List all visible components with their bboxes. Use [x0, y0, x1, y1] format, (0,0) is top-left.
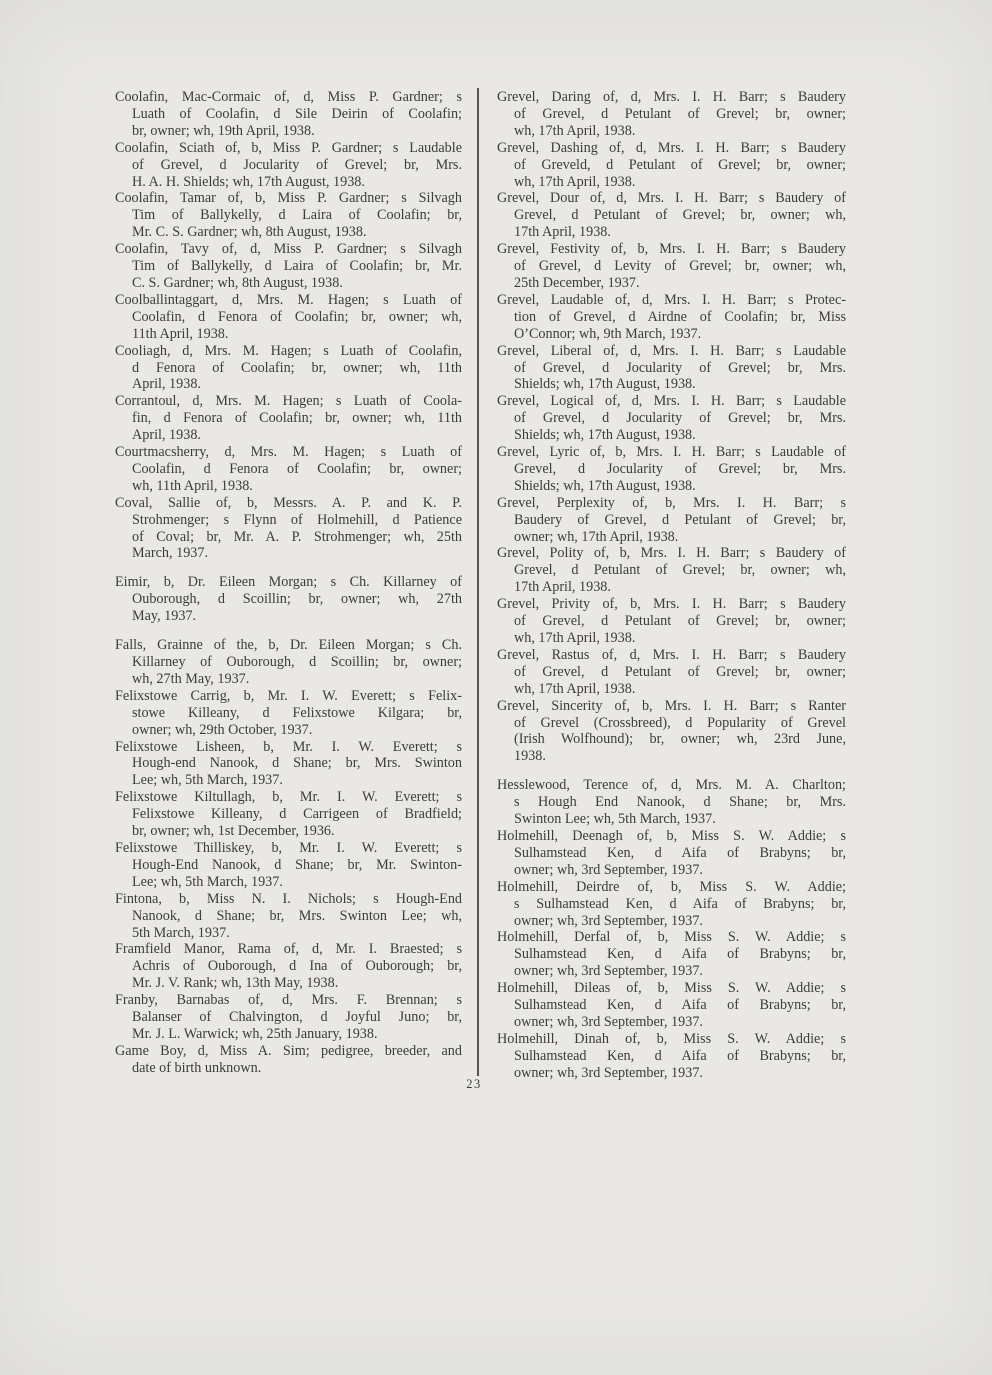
- entry-line: Grevel, Dour of, d, Mrs. I. H. Barr; s Baudery of: [497, 190, 846, 207]
- entry-line: 25th December, 1937.: [514, 274, 640, 291]
- entry-line: of Grevel, d Petulant of Grevel; br, owner;: [514, 663, 846, 680]
- entry-line: owner; wh, 3rd September, 1937.: [514, 1013, 703, 1030]
- entry-line: (Irish Wolfhound); br, owner; wh, 23rd June,: [514, 731, 846, 748]
- entry-line: Coolafin, Tamar of, b, Miss P. Gardner; s Silvagh: [115, 190, 462, 207]
- column-divider-rule: [477, 88, 479, 1076]
- entry-line: Eimir, b, Dr. Eileen Morgan; s Ch. Killarney of: [115, 574, 462, 591]
- registry-entry: [115, 739, 462, 790]
- entry-line: Sulhamstead Ken, d Aifa of Brabyns; br,: [514, 946, 846, 963]
- entry-line: Hesslewood, Terence of, d, Mrs. M. A. Charlton;: [497, 777, 846, 794]
- entry-line: Coval, Sallie of, b, Messrs. A. P. and K. P.: [115, 494, 462, 511]
- entry-line: Killarney of Ouborough, d Scoillin; br, owner;: [132, 654, 462, 670]
- entry-line: Grevel, d Petulant of Grevel; br, owner; wh,: [514, 207, 846, 224]
- entry-line: date of birth unknown.: [132, 1059, 262, 1076]
- entry-line: Holmehill, Deenagh of, b, Miss S. W. Addie; s: [497, 827, 846, 844]
- registry-entry: [115, 393, 462, 444]
- entry-line: Coolafin, Tavy of, d, Miss P. Gardner; s Silvagh: [115, 241, 462, 258]
- entry-line: Grevel, Polity of, b, Mrs. I. H. Barr; s Baudery of: [497, 545, 846, 562]
- entry-line: of Grevel (Crossbreed), d Popularity of Grevel: [514, 714, 846, 731]
- entry-line: 1938.: [514, 748, 546, 765]
- page-number: 23: [466, 1077, 482, 1091]
- entry-line: Holmehill, Dileas of, b, Miss S. W. Addie; s: [497, 980, 846, 997]
- entry-line: s Hough End Nanook, d Shane; br, Mrs.: [514, 794, 846, 811]
- registry-entry: [497, 929, 846, 980]
- entry-line: C. S. Gardner; wh, 8th August, 1938.: [132, 274, 343, 291]
- entry-line: Grevel, Rastus of, d, Mrs. I. H. Barr; s Baudery: [497, 646, 846, 663]
- entry-line: Shields; wh, 17th August, 1938.: [514, 376, 696, 393]
- registry-entry: [497, 647, 846, 698]
- entry-line: Sulhamstead Ken, d Aifa of Brabyns; br,: [514, 997, 846, 1014]
- entry-line: Holmehill, Derfal of, b, Miss S. W. Addie; s: [497, 929, 846, 946]
- entry-line: Courtmacsherry, d, Mrs. M. Hagen; s Luath of: [115, 444, 462, 461]
- entry-line: wh, 27th May, 1937.: [132, 670, 250, 687]
- entry-line: fin, d Fenora of Coolafin; br, owner; wh, 11th: [132, 410, 462, 427]
- entry-line: Mr. J. V. Rank; wh, 13th May, 1938.: [132, 975, 339, 992]
- entry-line: Falls, Grainne of the, b, Dr. Eileen Morgan; s Ch.: [115, 637, 462, 654]
- entry-line: Achris of Ouborough, d Ina of Ouborough; br,: [132, 958, 462, 975]
- registry-entry: [497, 393, 846, 444]
- entry-line: Grevel, Sincerity of, b, Mrs. I. H. Barr; s Ranter: [497, 697, 846, 714]
- registry-entry: [497, 698, 846, 766]
- registry-entry: [497, 292, 846, 343]
- entry-line: of Grevel, d Jocularity of Grevel; br, Mrs.: [514, 359, 846, 376]
- entry-line: Sulhamstead Ken, d Aifa of Brabyns; br,: [514, 1047, 846, 1064]
- entry-line: Fintona, b, Miss N. I. Nichols; s Hough-End: [115, 890, 462, 907]
- entry-line: of Grevel, d Jocularity of Grevel; br, Mrs.: [514, 410, 846, 427]
- entry-line: Grevel, Logical of, d, Mrs. I. H. Barr; s Laudable: [497, 393, 846, 410]
- entry-line: Grevel, Laudable of, d, Mrs. I. H. Barr; s Protec-: [497, 291, 846, 308]
- entry-line: of Grevel, d Levity of Grevel; br, owner; wh,: [514, 258, 846, 275]
- entry-line: Grevel, d Jocularity of Grevel; br, Mrs.: [514, 460, 846, 477]
- entry-line: Cooliagh, d, Mrs. M. Hagen; s Luath of Coolafin,: [115, 342, 462, 359]
- entry-line: wh, 11th April, 1938.: [132, 477, 253, 494]
- entry-line: April, 1938.: [132, 376, 201, 393]
- entry-line: Balanser of Chalvington, d Joyful Juno; br,: [132, 1009, 462, 1026]
- entry-line: 11th April, 1938.: [132, 325, 229, 342]
- registry-entry: [497, 89, 846, 140]
- registry-entry: [497, 545, 846, 596]
- entry-line: 5th March, 1937.: [132, 924, 230, 941]
- entry-line: Grevel, Privity of, b, Mrs. I. H. Barr; s Baudery: [497, 596, 846, 613]
- right-column: [497, 89, 846, 1082]
- registry-entry: [115, 574, 462, 625]
- entry-line: of Grevel, d Jocularity of Grevel; br, Mrs.: [132, 156, 462, 173]
- entry-line: March, 1937.: [132, 545, 209, 562]
- entry-line: Lee; wh, 5th March, 1937.: [132, 873, 283, 890]
- entry-line: owner; wh, 3rd September, 1937.: [514, 861, 703, 878]
- entry-line: wh, 17th April, 1938.: [514, 680, 636, 697]
- entry-line: owner; wh, 29th October, 1937.: [132, 721, 313, 738]
- entry-line: Grevel, Perplexity of, b, Mrs. I. H. Barr; s: [497, 494, 846, 511]
- registry-entry: [115, 89, 462, 140]
- entry-line: Felixstowe Carrig, b, Mr. I. W. Everett; s Felix-: [115, 687, 462, 704]
- entry-line: tion of Grevel, d Airdne of Coolafin; br, Miss: [514, 308, 846, 325]
- entry-line: April, 1938.: [132, 427, 201, 444]
- entry-line: Framfield Manor, Rama of, d, Mr. I. Braested; s: [115, 941, 462, 958]
- entry-line: Felixstowe Kiltullagh, b, Mr. I. W. Everett; s: [115, 789, 462, 806]
- entry-line: Grevel, Festivity of, b, Mrs. I. H. Barr; s Baudery: [497, 241, 846, 258]
- entry-line: d Fenora of Coolafin; br, owner; wh, 11th: [132, 359, 462, 376]
- entry-line: Felixstowe Killeany, d Carrigeen of Bradfield;: [132, 806, 462, 823]
- entry-line: stowe Killeany, d Felixstowe Kilgara; br,: [132, 704, 462, 721]
- registry-entry: [115, 343, 462, 394]
- registry-entry: [115, 688, 462, 739]
- registry-entry: [115, 992, 462, 1043]
- registry-entry: [497, 879, 846, 930]
- entry-line: Grevel, Daring of, d, Mrs. I. H. Barr; s Baudery: [497, 89, 846, 105]
- registry-entry: [497, 444, 846, 495]
- registry-entry: [497, 343, 846, 394]
- entry-line: Ouborough, d Scoillin; br, owner; wh, 27th: [132, 591, 462, 608]
- entry-line: wh, 17th April, 1938.: [514, 122, 636, 139]
- entry-line: Felixstowe Thilliskey, b, Mr. I. W. Everett; s: [115, 839, 462, 856]
- registry-entry: [497, 495, 846, 546]
- registry-entry: [115, 637, 462, 688]
- entry-line: wh, 17th April, 1938.: [514, 630, 636, 646]
- left-column: [115, 89, 462, 1077]
- registry-entry: [115, 891, 462, 942]
- entry-line: Corrantoul, d, Mrs. M. Hagen; s Luath of Coola-: [115, 393, 462, 410]
- entry-line: Coolafin, d Fenora of Coolafin; br, owner; wh,: [132, 308, 462, 325]
- registry-entry: [115, 789, 462, 840]
- entry-line: of Coval; br, Mr. A. P. Strohmenger; wh, 25th: [132, 528, 462, 545]
- entry-line: Franby, Barnabas of, d, Mrs. F. Brennan; s: [115, 992, 462, 1009]
- entry-line: Swinton Lee; wh, 5th March, 1937.: [514, 811, 716, 828]
- entry-line: Grevel, Dashing of, d, Mrs. I. H. Barr; s Baudery: [497, 139, 846, 156]
- registry-entry: [497, 1031, 846, 1082]
- entry-line: Coolafin, Sciath of, b, Miss P. Gardner; s Laudable: [115, 139, 462, 156]
- entry-line: of Grevel, d Petulant of Grevel; br, owner;: [514, 105, 846, 122]
- entry-line: Luath of Coolafin, d Sile Deirin of Coolafin;: [132, 105, 462, 122]
- registry-entry: [115, 190, 462, 241]
- registry-entry: [115, 292, 462, 343]
- entry-line: Felixstowe Lisheen, b, Mr. I. W. Everett; s: [115, 738, 462, 755]
- registry-entry: [497, 241, 846, 292]
- entry-line: Coolafin, d Fenora of Coolafin; br, owner;: [132, 460, 462, 477]
- entry-line: Coolafin, Mac-Cormaic of, d, Miss P. Gardner; s: [115, 89, 462, 105]
- entry-line: Strohmenger; s Flynn of Holmehill, d Patience: [132, 511, 462, 528]
- entry-line: Shields; wh, 17th August, 1938.: [514, 427, 696, 444]
- entry-line: s Sulhamstead Ken, d Aifa of Brabyns; br,: [514, 895, 846, 912]
- entry-line: br, owner; wh, 1st December, 1936.: [132, 823, 335, 840]
- entry-line: Grevel, Lyric of, b, Mrs. I. H. Barr; s Laudable of: [497, 444, 846, 461]
- entry-line: Mr. J. L. Warwick; wh, 25th January, 1938.: [132, 1025, 378, 1042]
- registry-entry: [497, 980, 846, 1031]
- entry-line: owner; wh, 3rd September, 1937.: [514, 1064, 703, 1081]
- entry-line: of Grevel, d Petulant of Grevel; br, owner;: [514, 613, 846, 630]
- registry-entry: [115, 140, 462, 191]
- entry-line: Hough-end Nanook, d Shane; br, Mrs. Swinton: [132, 755, 462, 772]
- entry-line: Tim of Ballykelly, d Laira of Coolafin; br,: [132, 207, 462, 224]
- entry-line: br, owner; wh, 19th April, 1938.: [132, 122, 315, 139]
- registry-entry: [497, 140, 846, 191]
- registry-entry: [497, 777, 846, 828]
- entry-line: of Greveld, d Petulant of Grevel; br, owner;: [514, 156, 846, 173]
- registry-entry: [115, 840, 462, 891]
- registry-entry: [497, 828, 846, 879]
- entry-line: Sulhamstead Ken, d Aifa of Brabyns; br,: [514, 844, 846, 861]
- entry-line: Mr. C. S. Gardner; wh, 8th August, 1938.: [132, 224, 367, 241]
- entry-line: Grevel, Liberal of, d, Mrs. I. H. Barr; s Laudable: [497, 342, 846, 359]
- entry-line: wh, 17th April, 1938.: [514, 173, 636, 190]
- entry-line: O’Connor; wh, 9th March, 1937.: [514, 325, 702, 342]
- entry-line: Tim of Ballykelly, d Laira of Coolafin; br, Mr.: [132, 258, 462, 275]
- entry-line: owner; wh, 3rd September, 1937.: [514, 963, 703, 980]
- entry-line: Holmehill, Deirdre of, b, Miss S. W. Addie;: [497, 878, 846, 895]
- entry-line: Grevel, d Petulant of Grevel; br, owner; wh,: [514, 562, 846, 579]
- entry-line: May, 1937.: [132, 608, 197, 625]
- entry-line: Holmehill, Dinah of, b, Miss S. W. Addie; s: [497, 1030, 846, 1047]
- registry-entry: [497, 596, 846, 647]
- registry-entry: [115, 495, 462, 563]
- entry-line: Shields; wh, 17th August, 1938.: [514, 477, 696, 494]
- registry-entry: [115, 1043, 462, 1077]
- entry-line: H. A. H. Shields; wh, 17th August, 1938.: [132, 173, 365, 190]
- entry-line: 17th April, 1938.: [514, 224, 611, 241]
- registry-entry: [115, 941, 462, 992]
- entry-line: 17th April, 1938.: [514, 579, 611, 596]
- entry-line: Coolballintaggart, d, Mrs. M. Hagen; s Luath of: [115, 291, 462, 308]
- registry-entry: [115, 241, 462, 292]
- entry-line: Nanook, d Shane; br, Mrs. Swinton Lee; wh,: [132, 907, 462, 924]
- registry-entry: [497, 190, 846, 241]
- entry-line: Hough-End Nanook, d Shane; br, Mr. Swinton-: [132, 856, 462, 873]
- entry-line: Lee; wh, 5th March, 1937.: [132, 772, 283, 789]
- entry-line: Baudery of Grevel, d Petulant of Grevel; br,: [514, 511, 846, 528]
- entry-line: owner; wh, 3rd September, 1937.: [514, 912, 703, 929]
- registry-entry: [115, 444, 462, 495]
- entry-line: owner; wh, 17th April, 1938.: [514, 528, 679, 545]
- entry-line: Game Boy, d, Miss A. Sim; pedigree, breeder, and: [115, 1042, 462, 1059]
